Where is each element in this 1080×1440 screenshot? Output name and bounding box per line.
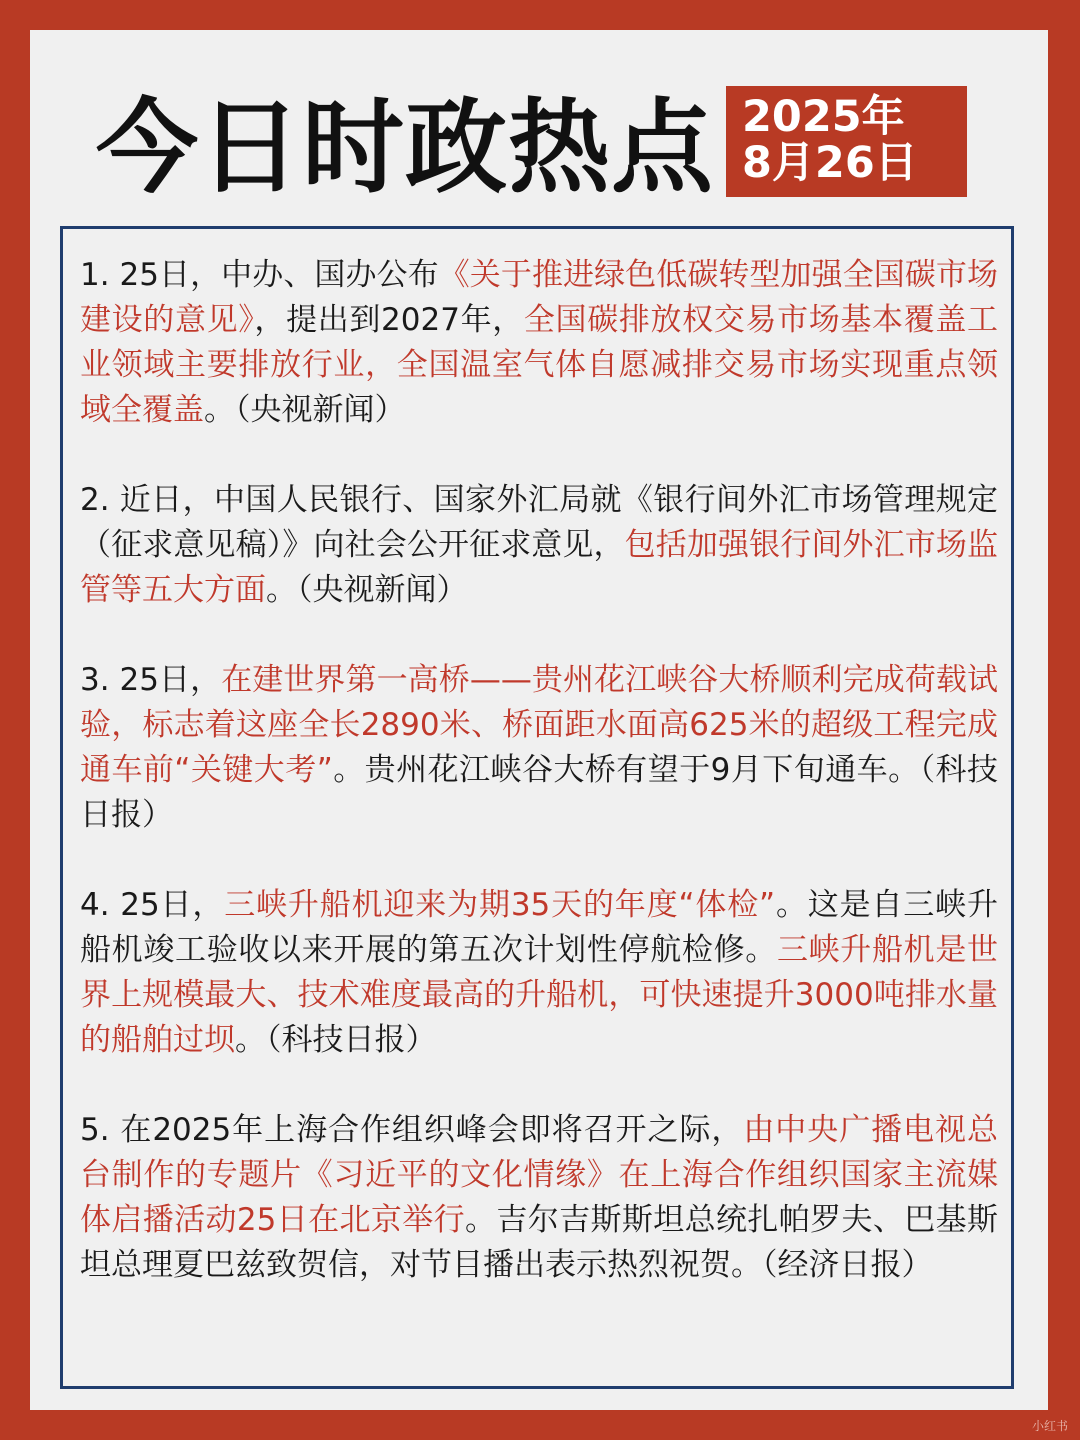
news-text: 。（央视新闻） [266, 572, 468, 608]
news-item-3 [80, 658, 998, 838]
news-highlight-text: 全国碳排放权交易市场基本覆盖工业领域主要排放行业，全国温室气体自愿减排交易市场实现重点领域全覆盖 [80, 302, 999, 428]
news-text: 。（央视新闻） [204, 392, 406, 428]
news-text: 。贵州花江峡谷大桥有望于9月下旬通车。（科技日报） [80, 752, 998, 833]
poster-card [30, 30, 1048, 1410]
news-highlight-text: 在建世界第一高桥——贵州花江峡谷大桥顺利完成荷载试验，标志着这座全长2890米、桥面距水面高625米的超级工程完成通车前“关键大考” [80, 662, 998, 788]
news-highlight-text: 三峡升船机迎来为期35天的年度“体检” [224, 887, 776, 923]
date-badge [726, 86, 967, 197]
news-item-4 [80, 883, 998, 1063]
news-highlight-text: 三峡升船机是世界上规模最大、技术难度最高的升船机，可快速提升3000吨排水量的船舶过坝 [80, 932, 999, 1058]
news-text: 5. 在2025年上海合作组织峰会即将召开之际， [80, 1112, 744, 1148]
news-text: 。吉尔吉斯斯坦总统扎帕罗夫、巴基斯坦总理夏巴兹致贺信，对节目播出表示热烈祝贺。（经济日报） [80, 1202, 998, 1283]
news-item-5 [80, 1108, 998, 1288]
news-list [80, 253, 998, 1333]
news-text: 。这是自三峡升船机竣工验收以来开展的第五次计划性停航检修。 [80, 887, 998, 968]
news-highlight-text: 包括加强银行间外汇市场监管等五大方面 [80, 527, 998, 608]
news-highlight-text: 由中央广播电视总台制作的专题片《习近平的文化情缘》在上海合作组织国家主流媒体启播活动25日在北京举行 [80, 1112, 999, 1238]
news-item-2 [80, 478, 998, 613]
date-day: 8月26日 [742, 138, 918, 188]
news-item-1 [80, 253, 998, 433]
news-text: ，提出到2027年， [254, 302, 524, 338]
news-list-box [60, 226, 1014, 1389]
date-year: 2025年 [742, 92, 905, 142]
news-text: 3. 25日， [80, 662, 222, 698]
news-highlight-text: 《关于推进绿色低碳转型加强全国碳市场建设的意见》 [80, 257, 998, 338]
page-title: 今日时政热点 [96, 89, 714, 208]
news-text: 2. 近日，中国人民银行、国家外汇局就《银行间外汇市场管理规定（征求意见稿）》向社会公开征求意见， [80, 482, 998, 563]
watermark: 小红书 [1031, 1419, 1068, 1433]
news-text: 4. 25日， [80, 887, 225, 923]
news-text: 。（科技日报） [235, 1022, 437, 1058]
news-text: 1. 25日，中办、国办公布 [80, 257, 439, 293]
